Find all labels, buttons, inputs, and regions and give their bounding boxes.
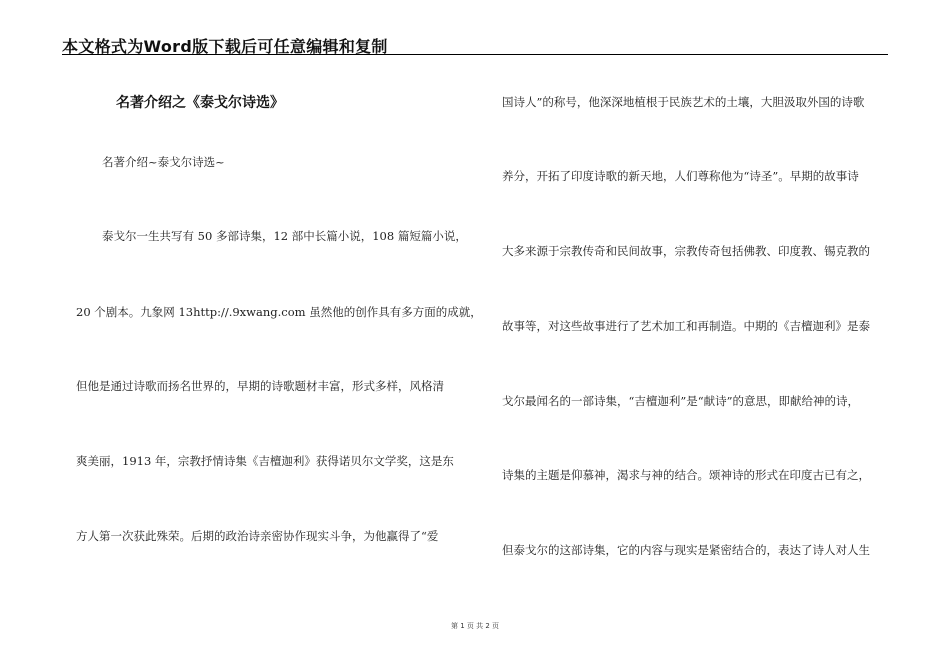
paragraph-line: 爽美丽，1913 年，宗教抒情诗集《吉檀迦利》获得诺贝尔文学奖，这是东 — [76, 454, 454, 468]
paragraph-line: 国诗人”的称号，他深深地植根于民族艺术的土壤，大胆汲取外国的诗歌 — [502, 95, 865, 109]
paragraph-line: 诗集的主题是仰慕神，渴求与神的结合。颂神诗的形式在印度古已有之， — [502, 468, 870, 482]
paragraph-line: 但他是通过诗歌而扬名世界的，早期的诗歌题材丰富，形式多样，风格清 — [76, 379, 444, 393]
page-number-footer: 第 1 页 共 2 页 — [450, 622, 500, 630]
paragraph-line: 20 个剧本。九象网 13http://.9xwang.com 虽然他的创作具有多方面的成就， — [76, 305, 482, 319]
paragraph-line: 养分，开拓了印度诗歌的新天地，人们尊称他为“诗圣”。早期的故事诗 — [502, 169, 859, 183]
paragraph-line: 方人第一次获此殊荣。后期的政治诗亲密协作现实斗争，为他赢得了“爱 — [76, 529, 439, 543]
header-divider — [62, 54, 888, 55]
paragraph-line: 戈尔最闻名的一部诗集，“吉檀迦利”是“献诗”的意思，即献给神的诗， — [502, 394, 860, 408]
paragraph-line: 大多来源于宗教传奇和民间故事，宗教传奇包括佛教、印度教、锡克教的 — [502, 244, 870, 258]
paragraph-line: 故事等，对这些故事进行了艺术加工和再制造。中期的《吉檀迦利》是泰 — [502, 319, 870, 333]
document-header-text: 本文格式为Word版下载后可任意编辑和复制 — [62, 37, 388, 56]
article-title: 名著介绍之《泰戈尔诗选》 — [116, 95, 284, 111]
paragraph-line: 名著介绍~泰戈尔诗选~ — [102, 155, 225, 169]
paragraph-line: 但泰戈尔的这部诗集，它的内容与现实是紧密结合的，表达了诗人对人生 — [502, 543, 870, 557]
paragraph-line: 泰戈尔一生共写有 50 多部诗集，12 部中长篇小说，108 篇短篇小说， — [102, 229, 467, 243]
